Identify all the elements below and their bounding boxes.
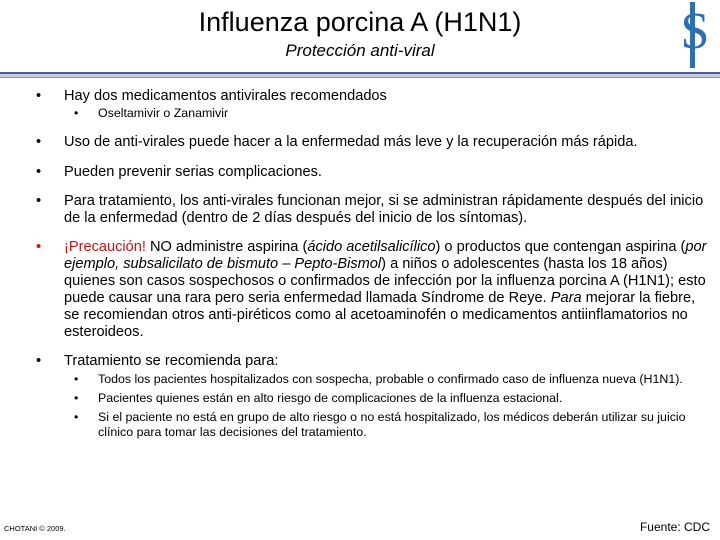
italic-segment: Para xyxy=(550,290,582,306)
italic-segment: por ejemplo, subsalicilato de bismuto – Pepto-Bismol xyxy=(64,239,707,272)
bullet-item xyxy=(36,353,708,370)
sub-bullet-item xyxy=(74,410,708,440)
bullet-marker: • xyxy=(36,353,42,369)
precaution-text xyxy=(64,239,707,340)
text-segment: ) o productos que contengan aspirina ( xyxy=(435,239,686,255)
text-segment: mejorar la fiebre, se recomiendan otros anti-piréticos como al acetoaminofén o medicamentos antiinflamatorios no esteroideos. xyxy=(64,290,696,340)
sub-bullet-text: Todos los pacientes hospitalizados con sospecha, probable o confirmado caso de influenza nueva (H1N1). xyxy=(98,372,683,386)
sub-bullet-text: Si el paciente no está en grupo de alto riesgo o no está hospitalizado, los médicos deberán utilizar su juicio clínico para tomar las decisiones del tratamiento. xyxy=(98,410,686,439)
bullet-item xyxy=(36,164,708,181)
precaution-bullet xyxy=(36,239,708,341)
sub-bullet-item xyxy=(74,391,708,406)
source-text: Fuente: CDC xyxy=(639,520,710,534)
bullet-marker: • xyxy=(74,410,79,424)
svg-text:S: S xyxy=(680,3,710,60)
page-title: Influenza porcina A (H1N1) xyxy=(198,7,522,37)
bullet-item xyxy=(36,193,708,227)
bullet-text: Pueden prevenir serias complicaciones. xyxy=(64,164,322,180)
bullet-marker: • xyxy=(36,239,42,255)
text-segment: NO administre aspirina ( xyxy=(145,239,308,255)
bullet-marker: • xyxy=(36,88,42,104)
bullet-text: Para tratamiento, los anti-virales funcionan mejor, si se administran rápidamente después del inicio de la enfermedad (dentro de 2 días después del inicio de los síntomas). xyxy=(64,193,704,226)
bullet-list xyxy=(36,88,708,440)
bullet-item xyxy=(36,88,708,105)
precaution-label: ¡Precaución! xyxy=(64,239,146,255)
header-divider-line xyxy=(0,77,720,78)
sub-bullet-text: Pacientes quienes están en alto riesgo de complicaciones de la influenza estacional. xyxy=(98,391,563,405)
logo-icon xyxy=(676,2,714,68)
bullet-marker: • xyxy=(74,106,79,120)
bullet-marker: • xyxy=(74,391,79,405)
bullet-marker: • xyxy=(36,134,42,150)
bullet-item xyxy=(36,134,708,151)
copyright-text: CHOTANI © 2009. xyxy=(4,524,66,533)
bullet-text: Tratamiento se recomienda para: xyxy=(64,353,279,369)
sub-bullet-item xyxy=(74,372,708,387)
bullet-marker: • xyxy=(36,164,42,180)
bullet-text: Uso de anti-virales puede hacer a la enfermedad más leve y la recuperación más rápida. xyxy=(64,134,638,150)
sub-bullet-item xyxy=(74,106,708,121)
page-subtitle: Protección anti-viral xyxy=(285,41,435,60)
bullet-marker: • xyxy=(36,193,42,209)
italic-segment: ácido acetilsalicílico xyxy=(307,239,436,255)
bullet-marker: • xyxy=(74,372,79,386)
bullet-text: Hay dos medicamentos antivirales recomendados xyxy=(64,88,387,104)
text-segment: ) a niños o adolescentes (hasta los 18 años) quienes son casos sospechosos o confirmados de infección por la influenza porcina A (H1N1); esto puede causar una rara pero seria enfermedad llamada Síndrome de Reye. xyxy=(64,256,706,306)
sub-bullet-text: Oseltamivir o Zanamivir xyxy=(98,106,229,120)
